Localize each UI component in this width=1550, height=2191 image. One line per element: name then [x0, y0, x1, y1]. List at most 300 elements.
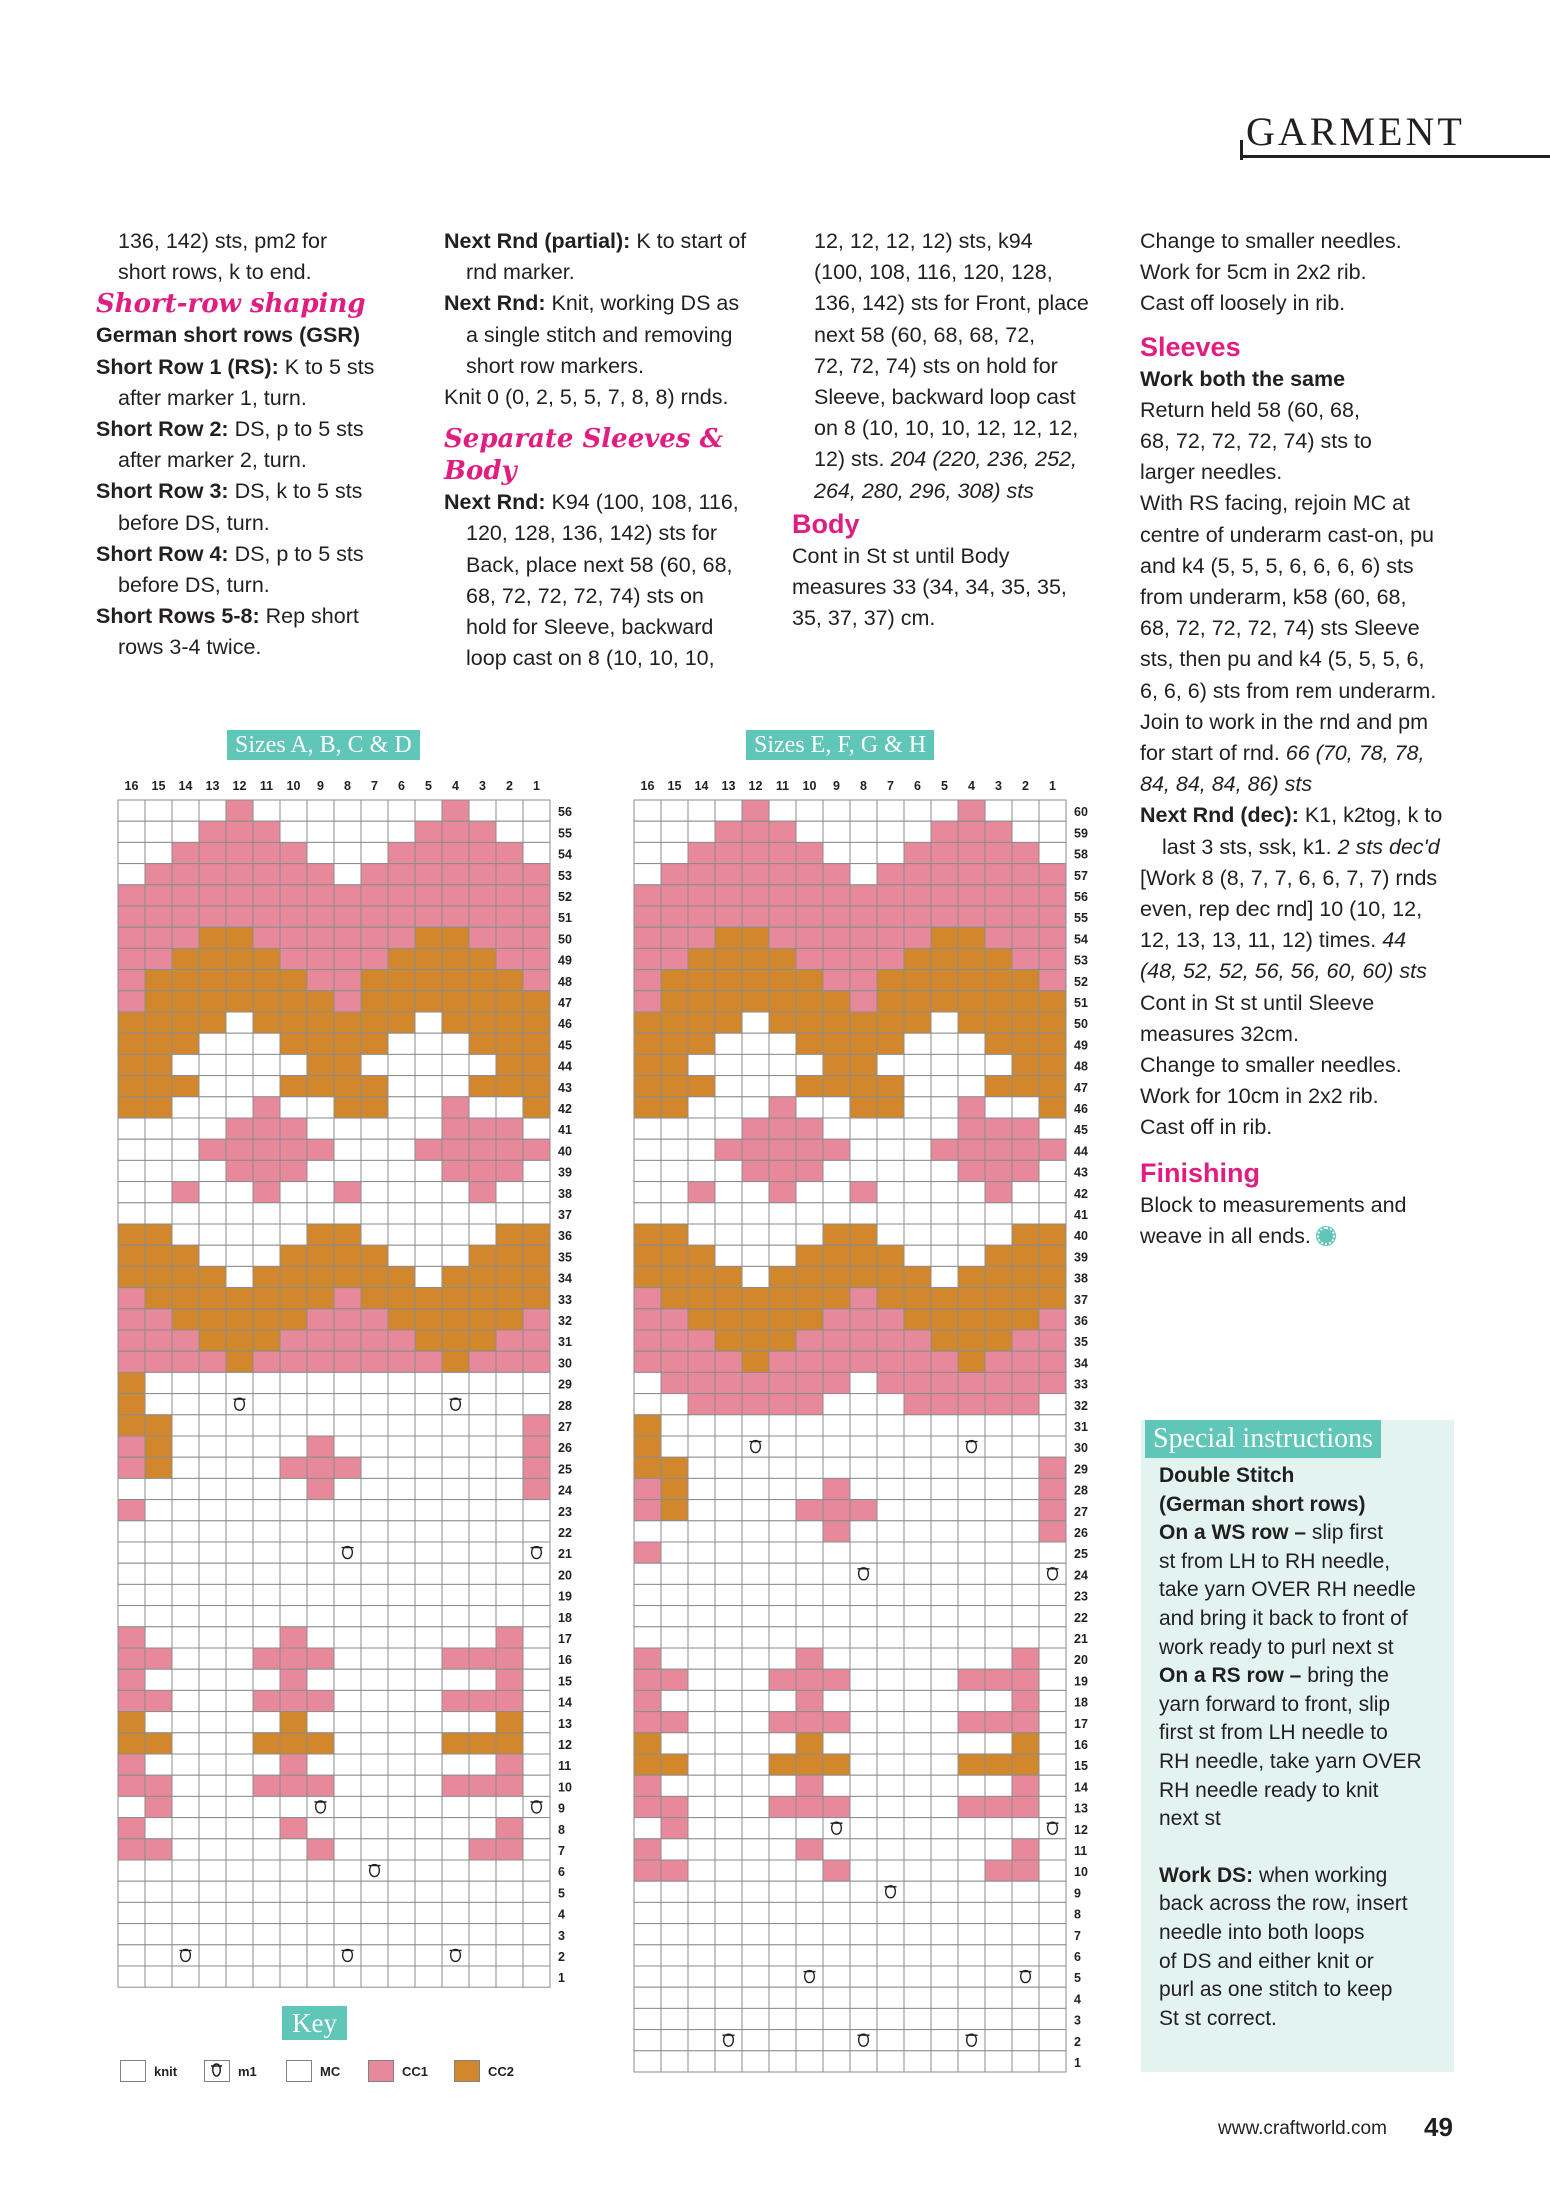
chart-cell [715, 1203, 742, 1224]
chart-cell [688, 927, 715, 948]
chart-cell [172, 1839, 199, 1860]
chart-cell [904, 1669, 931, 1690]
chart-cell [199, 1818, 226, 1839]
chart-cell [1012, 970, 1039, 991]
chart-cell [877, 2051, 904, 2072]
chart-cell [796, 1966, 823, 1987]
chart-cell [145, 1563, 172, 1584]
row-number-label: 32 [558, 1314, 572, 1328]
chart-cell [442, 1775, 469, 1796]
chart-cell [931, 1945, 958, 1966]
chart-cell [442, 1606, 469, 1627]
chart-cell [172, 1436, 199, 1457]
chart-cell [877, 1139, 904, 1160]
chart-cell [307, 1372, 334, 1393]
chart-cell [634, 1118, 661, 1139]
chart-cell [280, 1415, 307, 1436]
chart-cell [1012, 927, 1039, 948]
row-number-label: 33 [1074, 1377, 1088, 1392]
chart-cell [253, 1224, 280, 1245]
chart-cell [496, 1606, 523, 1627]
chart-cell [307, 1966, 334, 1987]
chart-cell [715, 1542, 742, 1563]
chart-cell [985, 1924, 1012, 1945]
row-number-label: 23 [558, 1504, 572, 1519]
chart-cell [199, 1733, 226, 1754]
row-number-label: 45 [1074, 1123, 1088, 1138]
chart-cell [688, 842, 715, 863]
chart-cell [226, 1351, 253, 1372]
chart-cell [118, 970, 145, 991]
chart-cell [985, 1839, 1012, 1860]
chart-cell [469, 1690, 496, 1711]
chart-cell [361, 1881, 388, 1902]
chart-cell [415, 1690, 442, 1711]
chart-cell [388, 1648, 415, 1669]
chart-cell [958, 1054, 985, 1075]
chart-cell [172, 1860, 199, 1881]
chart-cell [688, 1457, 715, 1478]
chart-cell [904, 1245, 931, 1266]
chart-cell [415, 948, 442, 969]
text-line: before DS, turn. [118, 573, 270, 598]
chart-cell [742, 1584, 769, 1605]
chart-cell [307, 1796, 334, 1817]
chart-cell [769, 1542, 796, 1563]
chart-cell [523, 1521, 550, 1542]
chart-cell [661, 1796, 688, 1817]
chart-cell [877, 1372, 904, 1393]
key-label-mc: MC [320, 2063, 341, 2079]
chart-cell [226, 1860, 253, 1881]
chart-cell [253, 1054, 280, 1075]
chart-cell [415, 1860, 442, 1881]
chart-cell [415, 1902, 442, 1923]
row-number-label: 56 [558, 805, 572, 820]
header-rule [1240, 155, 1550, 158]
chart-cell [823, 1182, 850, 1203]
chart-cell [742, 1987, 769, 2008]
chart-cell [1012, 1860, 1039, 1881]
chart-cell [904, 2030, 931, 2051]
chart-cell [253, 1457, 280, 1478]
chart-cell [661, 1118, 688, 1139]
chart-cell [334, 1924, 361, 1945]
chart-cell [361, 1648, 388, 1669]
chart-cell [715, 1288, 742, 1309]
chart-cell [199, 1182, 226, 1203]
chart-cell [742, 1775, 769, 1796]
chart-cell [172, 1881, 199, 1902]
chart-cell [334, 1521, 361, 1542]
chart-cell [145, 821, 172, 842]
chart-cell [307, 1690, 334, 1711]
chart-cell [442, 906, 469, 927]
colourwork-chart-sizes-a-d [116, 776, 586, 1996]
chart-cell [388, 1945, 415, 1966]
chart-cell [388, 1796, 415, 1817]
chart-cell [958, 991, 985, 1012]
row-number-label: 16 [558, 1653, 572, 1668]
chart-cell [442, 1521, 469, 1542]
chart-cell [118, 1224, 145, 1245]
chart-cell [769, 1775, 796, 1796]
chart-cell [388, 1054, 415, 1075]
chart-cell [442, 1457, 469, 1478]
chart-cell [388, 1627, 415, 1648]
chart-cell [1012, 1245, 1039, 1266]
chart-cell [496, 800, 523, 821]
chart-cell [415, 1203, 442, 1224]
chart-cell [904, 1818, 931, 1839]
chart-cell [361, 1690, 388, 1711]
chart-cell [172, 1351, 199, 1372]
chart-cell [172, 1669, 199, 1690]
chart-cell [796, 842, 823, 863]
chart-cell [796, 927, 823, 948]
chart-cell [688, 800, 715, 821]
chart-cell [715, 1224, 742, 1245]
chart-cell [253, 1775, 280, 1796]
chart-cell [742, 2008, 769, 2029]
chart-cell [253, 1415, 280, 1436]
chart-cell [931, 1648, 958, 1669]
chart-cell [850, 821, 877, 842]
chart-cell [877, 1118, 904, 1139]
chart-cell [1012, 1966, 1039, 1987]
chart-cell [985, 1224, 1012, 1245]
chart-cell [523, 1033, 550, 1054]
chart-cell [1012, 1754, 1039, 1775]
chart-cell [172, 1054, 199, 1075]
chart-cell [1039, 2030, 1066, 2051]
text-line: from underarm, k58 (60, 68, [1140, 585, 1407, 610]
row-number-label: 52 [558, 890, 572, 904]
chart-cell [661, 1033, 688, 1054]
chart-cell [661, 1924, 688, 1945]
chart-cell [334, 1690, 361, 1711]
chart-cell [199, 1860, 226, 1881]
chart-cell [715, 1330, 742, 1351]
chart-cell [1039, 1097, 1066, 1118]
chart-cell [361, 1330, 388, 1351]
chart-cell [877, 1669, 904, 1690]
text-line: Double Stitch [1159, 1464, 1295, 1487]
chart-cell [334, 1542, 361, 1563]
chart-cell [199, 1839, 226, 1860]
chart-cell [634, 1796, 661, 1817]
chart-cell [334, 1945, 361, 1966]
chart-cell [253, 1288, 280, 1309]
chart-cell [877, 842, 904, 863]
chart-cell [388, 1203, 415, 1224]
chart-cell [850, 1881, 877, 1902]
chart-cell [634, 1860, 661, 1881]
row-number-label: 27 [558, 1420, 572, 1434]
row-number-label: 4 [558, 1907, 565, 1922]
chart-cell [661, 1775, 688, 1796]
row-number-label: 58 [1074, 847, 1088, 862]
chart-cell [850, 1500, 877, 1521]
chart-cell [985, 1139, 1012, 1160]
row-number-label: 26 [1074, 1526, 1088, 1540]
row-number-label: 23 [1074, 1589, 1088, 1604]
row-number-label: 53 [1074, 953, 1088, 968]
text-line: St st correct. [1159, 2006, 1277, 2030]
chart-cell [523, 1669, 550, 1690]
chart-cell [361, 1245, 388, 1266]
chart-cell [442, 1902, 469, 1923]
chart-cell [523, 1309, 550, 1330]
chart-cell [1039, 1351, 1066, 1372]
chart-cell [877, 1160, 904, 1181]
chart-cell [850, 1627, 877, 1648]
chart-cell [634, 800, 661, 821]
chart-cell [118, 1330, 145, 1351]
chart-cell [823, 927, 850, 948]
chart-cell [415, 970, 442, 991]
chart-cell [688, 1818, 715, 1839]
chart-cell [145, 1266, 172, 1287]
chart-cell [796, 1351, 823, 1372]
chart-cell [496, 1796, 523, 1817]
text-line: 120, 128, 136, 142) sts for [466, 521, 717, 546]
row-number-label: 28 [1074, 1483, 1088, 1498]
chart-cell [253, 1309, 280, 1330]
chart-cell [388, 1415, 415, 1436]
chart-cell [688, 1754, 715, 1775]
chart-cell [931, 1436, 958, 1457]
chart-cell [931, 1584, 958, 1605]
chart-cell [688, 1775, 715, 1796]
chart-cell [280, 1521, 307, 1542]
row-number-label: 17 [1074, 1716, 1088, 1731]
stitch-number-label: 8 [344, 779, 351, 793]
chart-cell [523, 1139, 550, 1160]
chart-cell [931, 842, 958, 863]
chart-cell [361, 1500, 388, 1521]
chart-cell [253, 1203, 280, 1224]
chart-cell [442, 1436, 469, 1457]
chart-cell [226, 1881, 253, 1902]
chart-cell [172, 906, 199, 927]
chart-cell [307, 1033, 334, 1054]
chart-cell [280, 821, 307, 842]
chart-cell [769, 1987, 796, 2008]
chart-cell [850, 1966, 877, 1987]
row-number-label: 12 [558, 1738, 572, 1752]
chart-cell [118, 1245, 145, 1266]
chart-cell [742, 800, 769, 821]
chart-cell [1039, 1266, 1066, 1287]
chart-cell [442, 1351, 469, 1372]
chart-cell [1012, 1987, 1039, 2008]
stitch-number-label: 7 [887, 779, 894, 793]
chart-cell [253, 1436, 280, 1457]
chart-cell [931, 1054, 958, 1075]
chart-cell [307, 906, 334, 927]
chart-cell [742, 1902, 769, 1923]
chart-cell [280, 1054, 307, 1075]
chart-cell [172, 821, 199, 842]
chart-cell [985, 1478, 1012, 1499]
chart-cell [715, 1309, 742, 1330]
chart-cell [742, 1478, 769, 1499]
chart-cell [688, 970, 715, 991]
chart-cell [226, 1542, 253, 1563]
chart-cell [823, 970, 850, 991]
chart-cell [496, 1669, 523, 1690]
chart-cell [388, 1330, 415, 1351]
chart-cell [850, 1690, 877, 1711]
chart-cell [904, 1203, 931, 1224]
chart-cell [796, 1733, 823, 1754]
chart-cell [877, 1966, 904, 1987]
chart-cell [145, 1394, 172, 1415]
chart-cell [796, 864, 823, 885]
chart-cell [688, 1033, 715, 1054]
chart-cell [307, 1627, 334, 1648]
chart-cell [877, 948, 904, 969]
chart-cell [145, 885, 172, 906]
chart-cell [415, 906, 442, 927]
chart-cell [334, 1796, 361, 1817]
chart-cell [958, 1372, 985, 1393]
chart-cell [931, 1881, 958, 1902]
chart-cell [334, 906, 361, 927]
chart-cell [931, 1394, 958, 1415]
chart-cell [715, 906, 742, 927]
chart-cell [1039, 1627, 1066, 1648]
chart-cell [199, 1500, 226, 1521]
chart-cell [469, 1945, 496, 1966]
chart-cell [523, 842, 550, 863]
row-number-label: 59 [1074, 826, 1088, 841]
chart-cell [823, 948, 850, 969]
chart-cell [931, 1924, 958, 1945]
chart-cell [469, 1839, 496, 1860]
chart-cell [307, 842, 334, 863]
chart-cell [796, 2030, 823, 2051]
chart-cell [823, 2051, 850, 2072]
chart-cell [823, 1860, 850, 1881]
chart-cell [172, 1309, 199, 1330]
chart-cell [388, 1182, 415, 1203]
text-line: 264, 280, 296, 308) sts [814, 478, 1034, 503]
chart-cell [634, 1160, 661, 1181]
chart-cell [985, 1436, 1012, 1457]
chart-cell [523, 1542, 550, 1563]
stitch-number-label: 12 [748, 779, 763, 793]
chart-cell [307, 1224, 334, 1245]
text-line: after marker 2, turn. [118, 448, 307, 473]
chart-cell [823, 1818, 850, 1839]
chart-cell [442, 1266, 469, 1287]
text-line: Cont in St st until Body [792, 543, 1010, 568]
chart-cell [931, 1139, 958, 1160]
chart-cell [985, 1266, 1012, 1287]
chart-cell [226, 1669, 253, 1690]
chart-cell [958, 1097, 985, 1118]
key-label: Key [282, 2006, 347, 2040]
chart-cell [280, 1627, 307, 1648]
chart-cell [307, 1288, 334, 1309]
chart-cell [661, 800, 688, 821]
chart-cell [172, 1500, 199, 1521]
chart-cell [334, 1330, 361, 1351]
chart-cell [1039, 1054, 1066, 1075]
chart-cell [769, 1139, 796, 1160]
chart-cell [715, 1054, 742, 1075]
chart-cell [253, 1924, 280, 1945]
chart-cell [388, 1839, 415, 1860]
text-line: Change to smaller needles. [1140, 229, 1402, 253]
chart-cell [280, 1118, 307, 1139]
chart-cell [226, 1775, 253, 1796]
chart-cell [823, 1542, 850, 1563]
chart-cell [823, 1203, 850, 1224]
chart-cell [958, 1818, 985, 1839]
chart-cell [1012, 1796, 1039, 1817]
chart-cell [715, 1860, 742, 1881]
chart-cell [334, 1288, 361, 1309]
chart-cell [742, 1436, 769, 1457]
chart-cell [334, 1076, 361, 1097]
chart-cell [931, 1118, 958, 1139]
chart-cell [172, 1097, 199, 1118]
chart-cell [850, 1902, 877, 1923]
chart-cell [796, 1606, 823, 1627]
chart-cell [688, 1563, 715, 1584]
chart-cell [280, 1478, 307, 1499]
chart-cell [469, 1160, 496, 1181]
chart-cell [1012, 821, 1039, 842]
chart-cell [118, 1288, 145, 1309]
chart-cell [145, 1012, 172, 1033]
chart-cell [118, 1627, 145, 1648]
chart-cell [361, 1627, 388, 1648]
chart-cell [496, 906, 523, 927]
chart-cell [769, 1245, 796, 1266]
chart-cell [307, 1924, 334, 1945]
chart-cell [904, 1330, 931, 1351]
chart-cell [523, 1648, 550, 1669]
chart-cell [226, 1690, 253, 1711]
chart-cell [280, 1224, 307, 1245]
chart-cell [1039, 1394, 1066, 1415]
chart-cell [253, 864, 280, 885]
row-number-label: 25 [558, 1462, 572, 1477]
chart-cell [145, 1584, 172, 1605]
chart-b-svg [632, 776, 1102, 2076]
chart-cell [904, 1627, 931, 1648]
chart-cell [931, 1690, 958, 1711]
heading-sleeves: Sleeves [1140, 331, 1241, 362]
row-number-label: 11 [558, 1759, 572, 1774]
row-number-label: 37 [1074, 1292, 1088, 1307]
chart-cell [388, 821, 415, 842]
chart-cell [172, 1902, 199, 1923]
text-line: 35, 37, 37) cm. [792, 606, 936, 631]
chart-cell [172, 991, 199, 1012]
chart-cell [280, 970, 307, 991]
chart-cell [688, 2030, 715, 2051]
chart-cell [469, 1796, 496, 1817]
chart-cell [796, 1457, 823, 1478]
chart-cell [469, 1606, 496, 1627]
chart-cell [769, 1097, 796, 1118]
chart-cell [388, 1775, 415, 1796]
